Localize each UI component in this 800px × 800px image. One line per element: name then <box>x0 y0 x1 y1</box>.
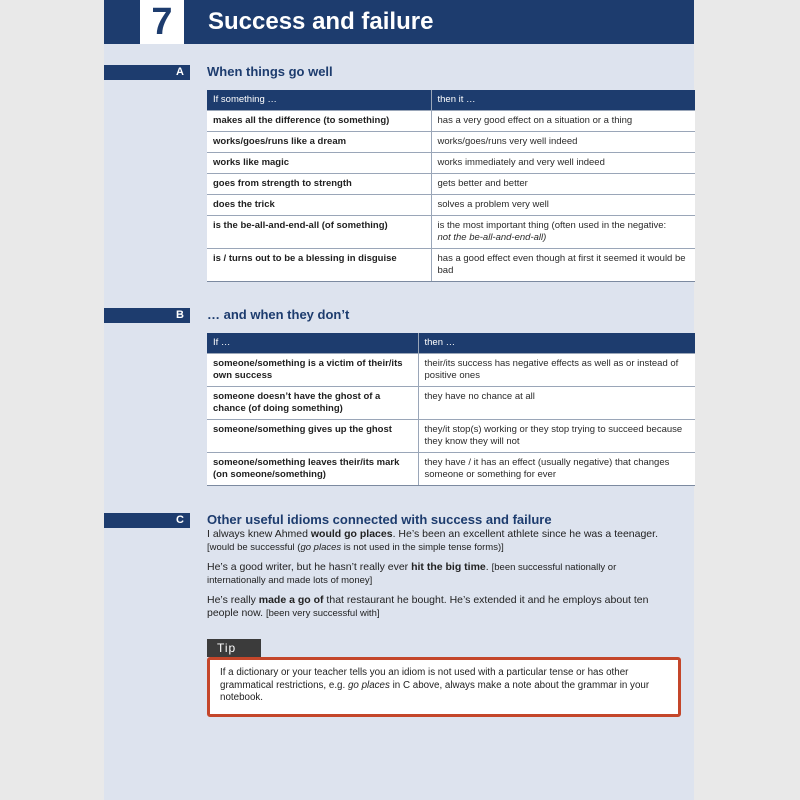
idiom-highlight: made a go of <box>258 594 324 606</box>
section-b-table <box>207 333 695 486</box>
table-row <box>207 195 695 216</box>
example-text: . He’s been an excellent athlete since he was a teenager. <box>392 528 658 540</box>
table-header-if: If something … <box>207 90 431 111</box>
meaning-cell: works immediately and very well indeed <box>431 153 695 174</box>
meaning-text: is the most important thing (often used in the negative: <box>437 220 667 231</box>
meaning-note: not the be-all-and-end-all) <box>437 232 547 243</box>
section-c-marker: C <box>104 513 190 528</box>
idiom-cell: works like magic <box>207 153 431 174</box>
example-paragraph <box>207 594 677 620</box>
table-row <box>207 174 695 195</box>
table-header-then: then … <box>418 333 695 354</box>
idiom-cell: makes all the difference (to something) <box>207 111 431 132</box>
example-text: that restaurant he bought. He’s extended it and he employs about ten people now. <box>207 594 649 619</box>
explanation-text: [would be successful ( <box>207 542 301 553</box>
table-row <box>207 111 695 132</box>
tip-text: If a dictionary or your teacher tells you an idiom is not used with a particular tense or has other grammatical restrictions, e.g. <box>220 667 629 691</box>
section-a-marker: A <box>104 65 190 80</box>
meaning-cell <box>431 216 695 249</box>
meaning-cell: their/its success has negative effects as well as or instead of positive ones <box>418 354 695 387</box>
meaning-cell: works/goes/runs very well indeed <box>431 132 695 153</box>
example-text: I always knew Ahmed <box>207 528 311 540</box>
section-a-table <box>207 90 695 282</box>
meaning-cell: they have no chance at all <box>418 387 695 420</box>
table-header-then: then it … <box>431 90 695 111</box>
section-b-marker: B <box>104 308 190 323</box>
unit-title: Success and failure <box>208 8 434 35</box>
explanation-italic: go places <box>300 542 342 553</box>
example-text: He’s a good writer, but he hasn’t really ever <box>207 561 412 573</box>
idiom-highlight: would go places <box>310 528 393 540</box>
table-row <box>207 453 695 486</box>
idiom-cell: someone/something is a victim of their/its own success <box>207 354 418 387</box>
example-paragraph <box>207 528 677 554</box>
table-row <box>207 354 695 387</box>
table-row <box>207 249 695 282</box>
meaning-cell: solves a problem very well <box>431 195 695 216</box>
table-row <box>207 153 695 174</box>
idiom-cell: someone/something leaves their/its mark (on someone/something) <box>207 453 418 486</box>
explanation: [been successful nationally or internationally and made lots of money] <box>207 562 617 586</box>
explanation <box>207 542 504 553</box>
tip-italic: go places <box>347 679 390 691</box>
example-paragraph <box>207 561 647 587</box>
section-b-title: … and when they don’t <box>207 307 350 322</box>
section-a-title: When things go well <box>207 64 333 79</box>
example-text: He’s really <box>207 594 259 606</box>
table-row <box>207 132 695 153</box>
idiom-cell: is / turns out to be a blessing in disguise <box>207 249 431 282</box>
table-row <box>207 387 695 420</box>
idiom-highlight: hit the big time <box>411 561 486 573</box>
meaning-cell: has a good effect even though at first it seemed it would be bad <box>431 249 695 282</box>
idiom-cell: works/goes/runs like a dream <box>207 132 431 153</box>
explanation-text: is not used in the simple tense forms)] <box>341 542 504 553</box>
meaning-cell: they/it stop(s) working or they stop trying to succeed because they know they will not <box>418 420 695 453</box>
meaning-cell: has a very good effect on a situation or a thing <box>431 111 695 132</box>
idiom-cell: goes from strength to strength <box>207 174 431 195</box>
explanation: [been very successful with] <box>265 608 380 619</box>
table-header-if: If … <box>207 333 418 354</box>
example-text: . <box>485 561 492 573</box>
idiom-cell: someone doesn’t have the ghost of a chance (of doing something) <box>207 387 418 420</box>
idiom-cell: is the be-all-and-end-all (of something) <box>207 216 431 249</box>
table-row <box>207 216 695 249</box>
meaning-cell: gets better and better <box>431 174 695 195</box>
tip-box <box>207 657 681 717</box>
table-row <box>207 420 695 453</box>
tip-text: in C above, always make a note about the grammar in your notebook. <box>220 679 650 703</box>
meaning-cell: they have / it has an effect (usually negative) that changes someone or something for ever <box>418 453 695 486</box>
idiom-cell: does the trick <box>207 195 431 216</box>
tip-label: Tip <box>207 639 261 657</box>
section-c-title: Other useful idioms connected with success and failure <box>207 512 552 527</box>
idiom-cell: someone/something gives up the ghost <box>207 420 418 453</box>
unit-number: 7 <box>140 0 184 44</box>
